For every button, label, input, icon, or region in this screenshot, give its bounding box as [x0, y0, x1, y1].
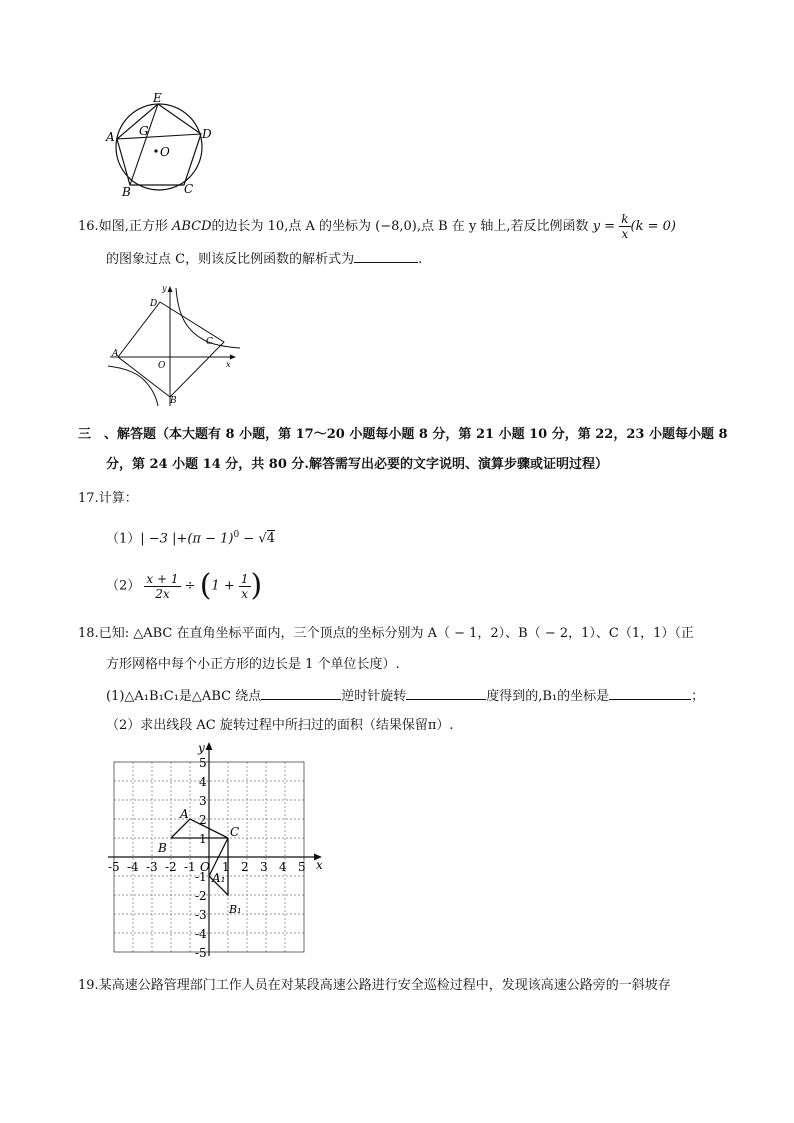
q17-p2-rparen: )	[250, 568, 263, 603]
label-y: y	[162, 284, 167, 293]
circle-o	[116, 104, 202, 190]
q17-p2-div: ÷	[184, 578, 196, 594]
label-d: D	[150, 299, 158, 309]
grid-tick-labels	[108, 742, 323, 960]
y-arrow	[206, 742, 213, 750]
q18-number: 18.	[78, 626, 99, 641]
y-arrow	[168, 286, 173, 292]
x-axis-label: x	[316, 858, 323, 872]
label-a: A	[112, 349, 119, 359]
y-tick-label: 3	[199, 794, 207, 808]
y-tick-label: -3	[195, 908, 207, 922]
q16-func-num: k	[621, 212, 629, 226]
x-tick-label: -2	[165, 860, 177, 874]
square-abcd	[118, 302, 224, 397]
pentagon-figure	[100, 88, 230, 198]
x-tick-label: -5	[108, 860, 120, 874]
q17-p1-root-sym: √	[258, 531, 267, 547]
q17-p2-den: 2x	[155, 586, 170, 601]
q16-answer-blank[interactable]	[354, 248, 418, 263]
x-arrow	[230, 355, 236, 360]
q18-part1	[106, 685, 704, 707]
q16-func-lhs: y =	[592, 219, 616, 234]
label-o: O	[160, 145, 170, 159]
x-tick-label: -4	[127, 860, 139, 874]
section3-title-line1: 三 、解答题（本大题有 8 小题，第 17～20 小题每小题 8 分，第 21 小题 10 分，第 22，23 小题每小题 8	[78, 427, 728, 442]
label-c: C	[230, 825, 240, 839]
label-c: C	[184, 182, 194, 196]
q18-p1-c: 度得到的,B₁的坐标是	[486, 689, 610, 704]
q17-p2-inner-fraction	[239, 572, 251, 601]
q17-part1	[106, 525, 275, 549]
q19-line1-text: 某高速公路管理部门工作人员在对某段高速公路进行安全巡检过程中，发现该高速公路旁的一斜坡存	[98, 978, 671, 993]
label-c: C	[206, 337, 213, 347]
q17-p1-exp: 0	[233, 530, 240, 540]
label-b1: B₁	[229, 903, 242, 916]
q18-blank-b1[interactable]	[609, 685, 691, 700]
q17-number: 17.	[78, 491, 99, 506]
q19-number: 19.	[78, 978, 99, 993]
y-tick-label: 4	[199, 775, 207, 789]
q17-p1-label: （1）	[106, 531, 141, 547]
q18-part2: （2）求出线段 AC 旋转过程中所扫过的面积（结果保留π）.	[106, 718, 454, 733]
q18-line1-text: 已知: △ABC 在直角坐标平面内，三个顶点的坐标分别为 A（ − 1，2）、B（ − 2，1）、C（1，1）（正	[98, 626, 694, 641]
y-tick-label: -2	[195, 889, 207, 903]
x-tick-label: 4	[279, 860, 287, 874]
q16-text-c: ,点 B 在 y 轴上,若反比例函数	[416, 219, 589, 234]
y-axis-label: y	[198, 742, 205, 755]
label-a: A	[106, 130, 115, 144]
label-x: x	[226, 360, 231, 369]
q19-line1	[78, 976, 671, 996]
q18-line2: 方形网格中每个小正方形的边长是 1 个单位长度）.	[106, 657, 400, 672]
origin-label: O	[200, 860, 210, 874]
section3-title-line2: 分，第 24 小题 14 分，共 80 分.解答需写出必要的文字说明、演算步骤或证明过程）	[106, 457, 608, 472]
x-tick-label: -1	[184, 860, 196, 874]
x-tick-label: 2	[241, 860, 249, 874]
q16-line1	[78, 212, 676, 241]
q16-func-fraction	[619, 212, 630, 241]
q16-func-den: x	[621, 227, 629, 241]
center-dot	[154, 149, 157, 152]
q18-p1-b: 逆时针旋转	[341, 689, 407, 704]
q18-blank-center[interactable]	[261, 685, 341, 700]
q17-part2	[106, 566, 262, 607]
q17-p2-inner-den: x	[241, 586, 249, 601]
q18-line1	[78, 624, 694, 644]
label-g: G	[139, 124, 149, 138]
y-tick-label: 2	[199, 813, 207, 827]
y-tick-label: 1	[199, 832, 207, 846]
q16-func-cond: (k = 0)	[630, 219, 676, 234]
label-a1: A₁	[212, 871, 226, 885]
y-tick-label: -1	[195, 870, 207, 884]
y-tick-label: 5	[199, 756, 207, 770]
x-tick-label: 5	[298, 860, 306, 874]
label-b: B	[170, 396, 177, 406]
label-b: B	[158, 841, 167, 855]
q16-coord-a: (−8,0)	[375, 219, 417, 234]
q17-p2-label: （2）	[106, 578, 141, 594]
q17-title-text: 计算：	[98, 491, 138, 506]
q16-square-name: ABCD	[171, 219, 212, 234]
q16-line2	[106, 248, 422, 270]
x-tick-label: 3	[260, 860, 268, 874]
q17-p2-num: x + 1	[146, 571, 179, 586]
q16-text-line2: 的图象过点 C，则该反比例函数的解析式为	[106, 252, 355, 267]
coordinate-grid-figure	[100, 742, 330, 964]
grid-lines	[108, 742, 322, 956]
label-a: A	[180, 807, 189, 821]
q17-title	[78, 489, 138, 509]
q16-number: 16.	[78, 219, 99, 234]
q16-line2-end: .	[418, 252, 423, 267]
q18-p1-end: ；	[691, 689, 705, 704]
x-tick-label: -3	[146, 860, 158, 874]
q17-p2-fraction	[144, 572, 180, 601]
y-tick-label: -5	[195, 946, 207, 960]
square-hyperbola-figure	[104, 280, 244, 410]
q18-p1-a: (1)△A₁B₁C₁是△ABC 绕点	[106, 689, 262, 704]
q17-p1-expr: | −3 |+(π − 1)	[140, 531, 234, 547]
label-d: D	[202, 127, 212, 141]
q17-p2-inner-num: 1	[240, 571, 249, 586]
x-tick-label: 1	[222, 860, 230, 874]
q16-text-a: 如图,正方形	[98, 219, 168, 234]
segment-ad	[117, 134, 201, 139]
y-tick-label: -4	[195, 927, 207, 941]
label-b: B	[122, 185, 131, 198]
q17-p1-minus: −	[239, 531, 259, 547]
label-o: O	[158, 361, 166, 371]
q17-p1-root-val: 4	[266, 531, 275, 547]
hyperbola-branch-2	[108, 366, 158, 406]
label-e: E	[153, 91, 162, 105]
q18-blank-angle[interactable]	[406, 685, 486, 700]
q17-p2-inner: 1 +	[211, 578, 235, 594]
q17-p2-lparen: (	[199, 568, 212, 603]
q16-text-b: 的边长为 10,点 A 的坐标为	[211, 219, 371, 234]
